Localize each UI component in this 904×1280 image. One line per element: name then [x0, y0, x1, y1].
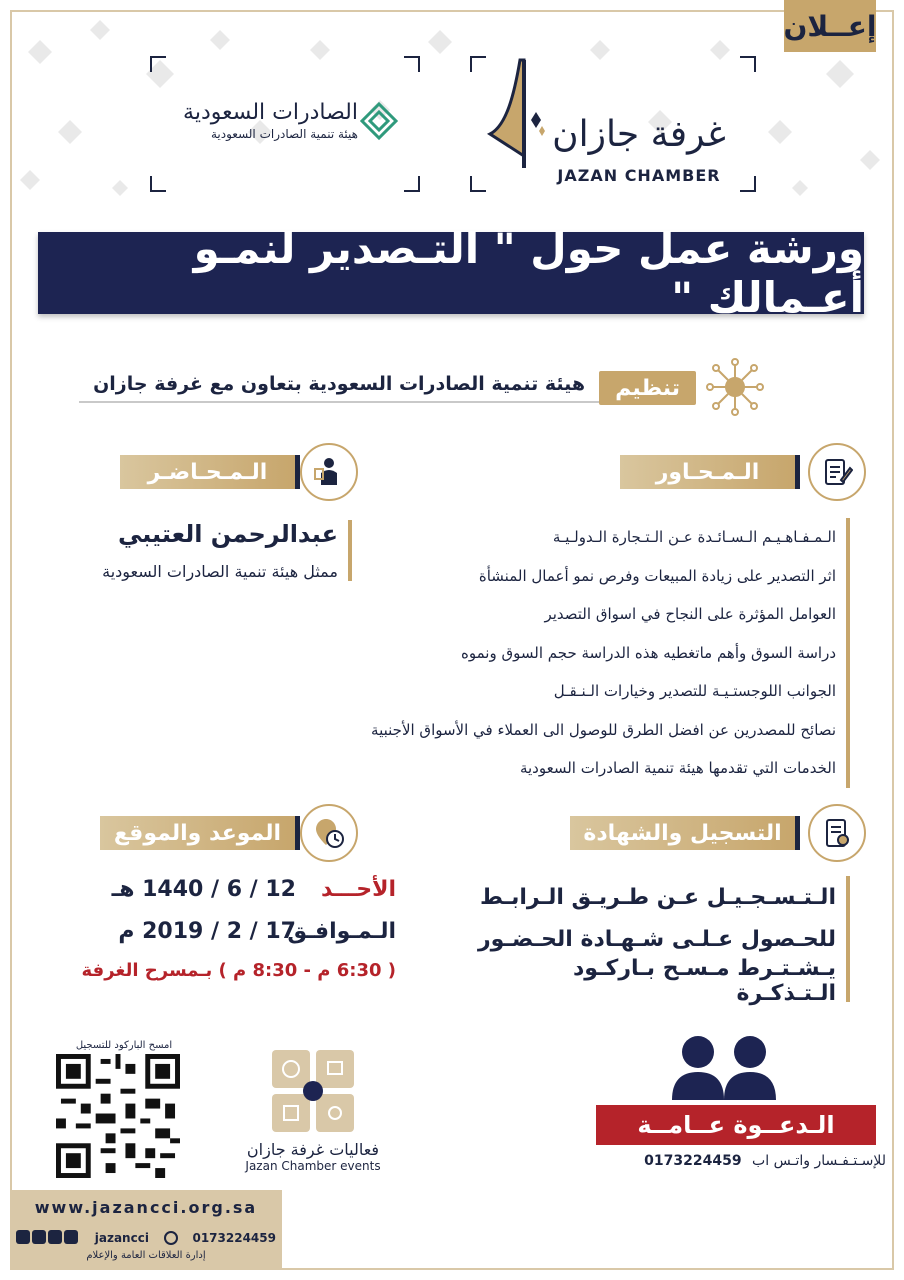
logos-area — [0, 48, 904, 208]
lecturer-block — [52, 520, 352, 581]
instagram-icon[interactable] — [48, 1230, 62, 1244]
inquiry-line — [644, 1153, 886, 1169]
day-label: الأحـــد — [320, 876, 396, 902]
lecturer-heading: الـمـحـاضـر — [120, 455, 300, 489]
whatsapp-icon — [164, 1231, 178, 1245]
gregorian-date: 17 / 2 / 2019 م — [118, 918, 296, 944]
people-icon — [650, 1030, 800, 1100]
inquiry-label: للإسـتـفـسار واتـس اب — [752, 1153, 886, 1169]
corner-bracket — [150, 176, 166, 192]
notepad-icon — [808, 443, 866, 501]
organizer-label: تنظيم — [599, 371, 696, 405]
corner-bracket — [404, 56, 420, 72]
qr-code[interactable] — [56, 1054, 180, 1178]
list-item: الجوانب اللوجستـيـة للتصدير وخيارات الـنـقـل — [290, 672, 850, 711]
registration-lines — [470, 876, 850, 1006]
registration-line: الـتـسـجـيـل عـن طـريـق الـرابـط — [470, 876, 850, 918]
registration-line: يـشـتـرط مـسـح بـاركـود الـتـذكـرة — [470, 960, 850, 1002]
events-title-en: Jazan Chamber events — [245, 1159, 381, 1173]
schedule-heading: الموعد والموقع — [100, 816, 300, 850]
registration-heading: التسجيل والشهادة — [570, 816, 800, 850]
certificate-icon — [808, 804, 866, 862]
location-clock-icon — [300, 804, 358, 862]
website-link[interactable]: www.jazancci.org.sa — [34, 1198, 258, 1217]
corner-bracket — [740, 176, 756, 192]
gregorian-row — [56, 910, 396, 952]
exports-emblem-icon — [360, 102, 398, 146]
registration-line: للحـصول عـلـى شـهـادة الحـضـور — [470, 918, 850, 960]
axes-list — [290, 518, 850, 788]
list-item: نصائح للمصدرين عن افضل الطرق للوصول الى العملاء في الأسواق الأجنبية — [290, 711, 850, 750]
jazan-chamber-logo — [484, 56, 734, 186]
public-invitation-banner: الـدعــوة عــامــة — [596, 1105, 876, 1145]
list-item: اثر التصدير على زيادة المبيعات وفرص نمو أعمال المنشأة — [290, 557, 850, 596]
lecturer-name: عبدالرحمن العتيبي — [117, 520, 338, 548]
saudi-exports-logo — [168, 94, 398, 164]
corner-bracket — [404, 176, 420, 192]
organizer-text: هيئة تنمية الصادرات السعودية بتعاون مع غرفة جازان — [79, 373, 599, 403]
jazan-logo-subtitle: JAZAN CHAMBER — [557, 166, 721, 185]
social-handle: jazancci — [94, 1231, 149, 1245]
youtube-icon[interactable] — [64, 1230, 78, 1244]
qr-caption: امسح الباركود للتسجيل — [75, 1040, 173, 1051]
exports-logo-subtitle: هيئة تنمية الصادرات السعودية — [210, 127, 358, 141]
twitter-icon[interactable] — [16, 1230, 30, 1244]
organizer-row — [79, 368, 696, 408]
exports-logo-title: الصادرات السعودية — [183, 100, 358, 125]
contact-row — [16, 1228, 276, 1248]
chamber-events-logo — [238, 1048, 388, 1178]
presenter-icon — [300, 443, 358, 501]
announcement-tag: إعــلان — [784, 0, 876, 52]
axes-heading: الـمـحـاور — [620, 455, 800, 489]
social-icons — [16, 1230, 80, 1247]
list-item: دراسة السوق وأهم ماتغطيه هذه الدراسة حجم السوق ونموه — [290, 634, 850, 673]
events-title-ar: فعاليات غرفة جازان — [246, 1140, 380, 1159]
lecturer-role: ممثل هيئة تنمية الصادرات السعودية — [102, 562, 338, 581]
list-item: العوامل المؤثرة على النجاح في اسواق التصدير — [290, 595, 850, 634]
footer — [10, 1190, 282, 1270]
network-icon — [704, 356, 766, 418]
workshop-title: ورشة عمل حول " التـصدير لنمـو أعـمالك " — [38, 232, 864, 314]
gregorian-label: الـمـوافـق — [287, 918, 396, 944]
corner-bracket — [150, 56, 166, 72]
schedule-block — [56, 868, 396, 988]
time-location: ( 6:30 م - 8:30 م ) بـمسرح الغرفة — [81, 959, 396, 981]
corner-bracket — [740, 56, 756, 72]
facebook-icon[interactable] — [32, 1230, 46, 1244]
hijri-date: 12 / 6 / 1440 هـ — [111, 876, 296, 902]
list-item: الخدمات التي تقدمها هيئة تنمية الصادرات السعودية — [290, 749, 850, 788]
department-name: إدارة العلاقات العامة والإعلام — [86, 1250, 206, 1261]
hijri-row — [56, 868, 396, 910]
events-emblem-icon — [270, 1048, 356, 1134]
jazan-logo-title: غرفة جازان — [552, 114, 726, 155]
list-item: الـمـفـاهـيـم الـسـائـدة عـن الـتـجارة الـدولـيـة — [290, 518, 850, 557]
footer-phone: 0173224459 — [192, 1231, 276, 1245]
inquiry-number: 0173224459 — [644, 1153, 742, 1169]
